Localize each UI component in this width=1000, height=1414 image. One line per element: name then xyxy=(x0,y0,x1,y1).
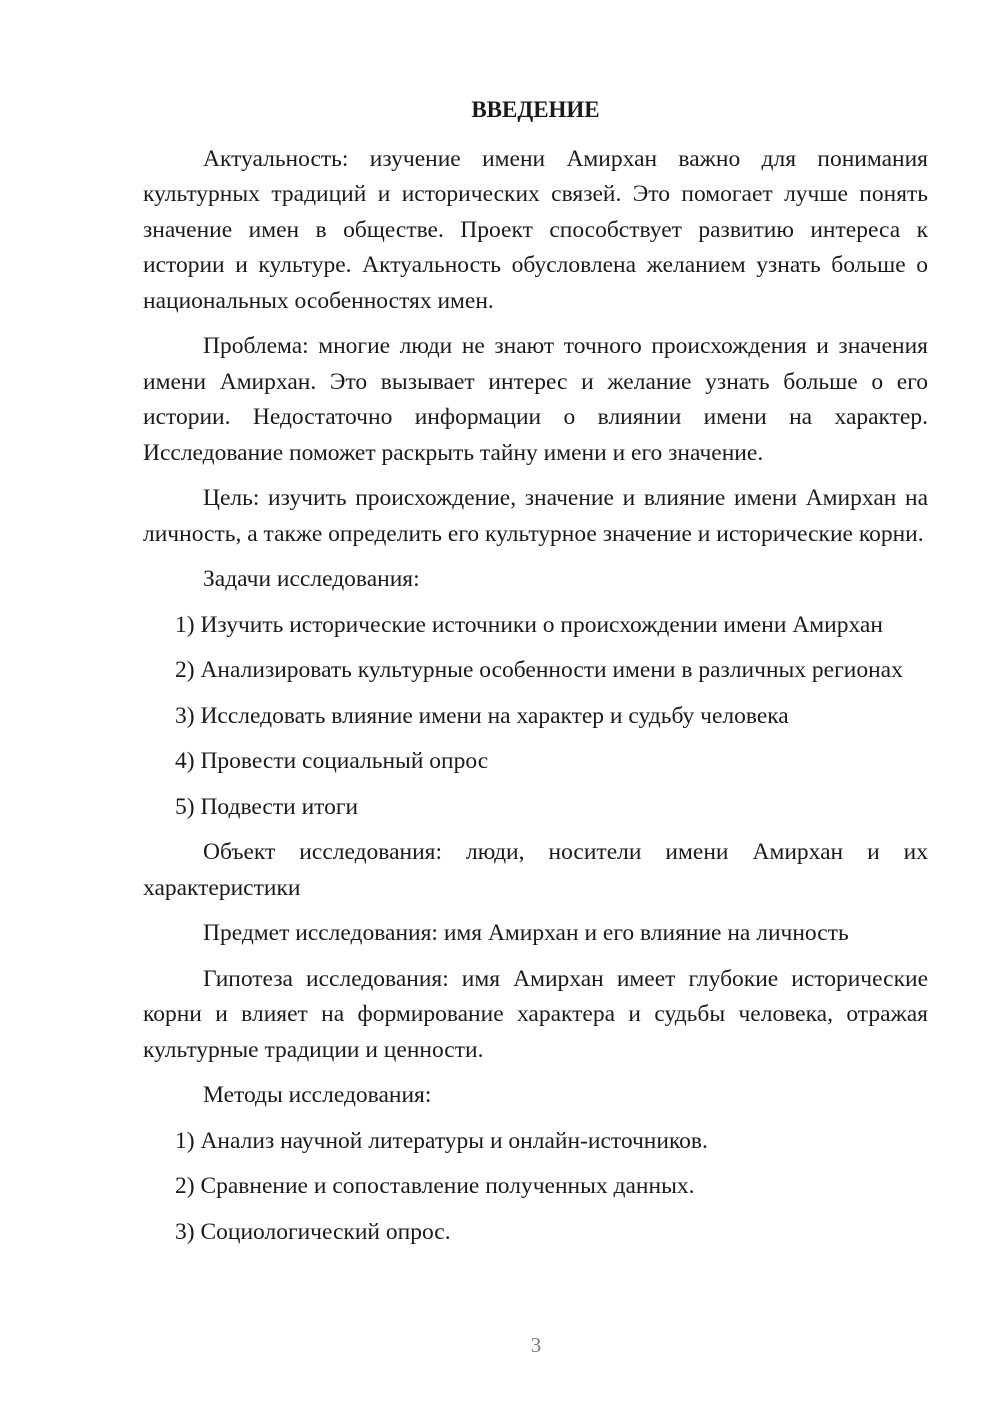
object-paragraph: Объект исследования: люди, носители имени Амирхан и их характеристики xyxy=(143,839,928,901)
subject-paragraph: Предмет исследования: имя Амирхан и его влияние на личность xyxy=(203,920,849,946)
method-item: 3) Социологический опрос. xyxy=(175,1218,451,1245)
page-title: ВВЕДЕНИЕ xyxy=(471,97,600,122)
tasks-heading: Задачи исследования: xyxy=(203,566,420,592)
task-item: 2) Анализировать культурные особенности имени в различных регионах xyxy=(175,657,903,683)
methods-heading: Методы исследования: xyxy=(203,1082,432,1108)
task-item: 3) Исследовать влияние имени на характер и судьбу человека xyxy=(175,702,789,729)
task-item: 5) Подвести итоги xyxy=(175,793,359,820)
hypothesis-paragraph: Гипотеза исследования: имя Амирхан имеет глубокие исторические корни и влияет на формирование характера и судьбы человека, отражая культурные традиции и ценности. xyxy=(143,965,928,1063)
task-item: 1) Изучить исторические источники о происхождении имени Амирхан xyxy=(175,611,883,638)
relevance-paragraph: Актуальность: изучение имени Амирхан важно для понимания культурных традиций и исторических связей. Это помогает лучше понять значение имен в обществе. Проект способствует развитию интереса к истории и культуре. Актуальность обусловлена желанием узнать больше о национальных особенностях имен. xyxy=(143,145,928,314)
method-item: 2) Сравнение и сопоставление полученных данных. xyxy=(175,1173,695,1199)
page-number: 3 xyxy=(530,1333,542,1357)
task-item: 4) Провести социальный опрос xyxy=(175,748,489,774)
goal-paragraph: Цель: изучить происхождение, значение и влияние имени Амирхан на личность, а также определить его культурное значение и исторические корни. xyxy=(143,485,928,547)
problem-paragraph: Проблема: многие люди не знают точного происхождения и значения имени Амирхан. Это вызывает интерес и желание узнать больше о его истории. Недостаточно информации о влиянии имени на характер. Исследование поможет раскрыть тайну имени и его значение. xyxy=(143,333,928,466)
method-item: 1) Анализ научной литературы и онлайн-источников. xyxy=(175,1127,708,1154)
page-content xyxy=(143,92,928,1260)
